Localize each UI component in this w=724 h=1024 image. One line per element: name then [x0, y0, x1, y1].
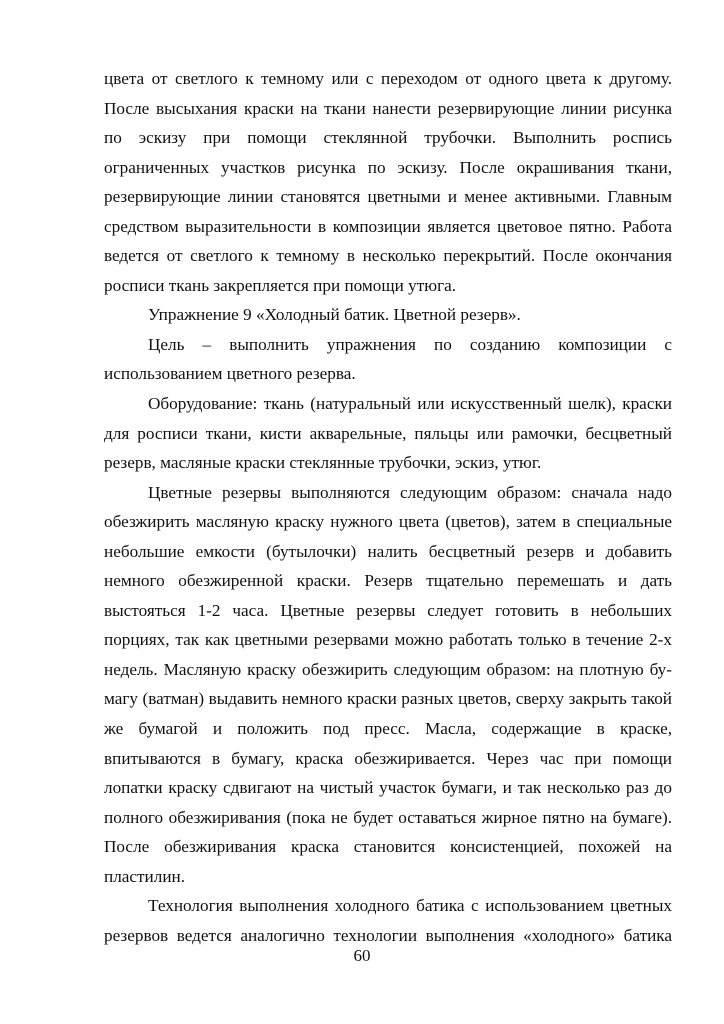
- text-line: магу (ватман) выдавить немного краски разных цветов, сверху закрыть такой: [104, 689, 672, 709]
- text-line: порциях, так как цветными резервами можно работать только в течение 2-х: [104, 630, 672, 650]
- paragraph: [104, 300, 672, 330]
- paragraph: [104, 478, 672, 892]
- text-line: Технология выполнения холодного батика с использованием цветных: [148, 896, 672, 916]
- page-number: 60: [353, 946, 371, 965]
- text-line: выстояться 1-2 часа. Цветные резервы следует готовить в небольших: [104, 600, 672, 620]
- document-body: [104, 64, 672, 950]
- text-line: После обезжиривания краска становится консистенцией, похожей на: [104, 837, 672, 857]
- text-line: использованием цветного резерва.: [104, 364, 356, 384]
- text-line: обезжирить масляную краску нужного цвета (цветов), затем в специальные: [104, 512, 672, 532]
- text-line: немного обезжиренной краски. Резерв тщательно перемешать и дать: [104, 571, 672, 591]
- text-line: ограниченных участков рисунка по эскизу. После окрашивания ткани,: [104, 157, 672, 177]
- text-line: резерв, масляные краски стеклянные трубочки, эскиз, утюг.: [104, 453, 542, 473]
- text-line: лопатки краску сдвигают на чистый участок бумаги, и так несколько раз до: [104, 778, 672, 798]
- paragraph: [104, 389, 672, 478]
- text-line: недель. Масляную краску обезжирить следующим образом: на плотную бу-: [104, 659, 672, 679]
- text-line: ведется от светлого к темному в несколько перекрытий. После окончания: [104, 246, 672, 266]
- text-line: полного обезжиривания (пока не будет оставаться жирное пятно на бумаге).: [104, 807, 672, 827]
- text-line: впитываются в бумагу, краска обезжиривается. Через час при помощи: [104, 748, 672, 768]
- text-line: небольшие емкости (бутылочки) налить бесцветный резерв и добавить: [104, 541, 672, 561]
- text-line: Цветные резервы выполняются следующим образом: сначала надо: [148, 482, 672, 502]
- text-line: же бумагой и положить под пресс. Масла, содержащие в краске,: [104, 719, 672, 739]
- paragraph: [104, 330, 672, 389]
- text-line: Цель – выполнить упражнения по созданию композиции с: [148, 334, 672, 354]
- text-line: цвета от светлого к темному или с переходом от одного цвета к другому.: [104, 69, 672, 88]
- text-line: резервирующие линии становятся цветными и менее активными. Главным: [104, 187, 672, 207]
- paragraph: [104, 891, 672, 950]
- text-line: по эскизу при помощи стеклянной трубочки. Выполнить роспись: [104, 128, 672, 148]
- text-line: средством выразительности в композиции является цветовое пятно. Работа: [104, 216, 672, 236]
- text-line: Упражнение 9 «Холодный батик. Цветной резерв».: [148, 305, 521, 325]
- text-line: Оборудование: ткань (натуральный или искусственный шелк), краски: [148, 394, 672, 414]
- text-line: для росписи ткани, кисти акварельные, пяльцы или рамочки, бесцветный: [104, 423, 672, 443]
- text-line: После высыхания краски на ткани нанести резервирующие линии рисунка: [104, 98, 672, 118]
- text-line: резервов ведется аналогично технологии выполнения «холодного» батика: [104, 925, 672, 945]
- paragraph: [104, 64, 672, 300]
- text-line: пластилин.: [104, 866, 186, 886]
- text-line: росписи ткань закрепляется при помощи утюга.: [104, 275, 457, 295]
